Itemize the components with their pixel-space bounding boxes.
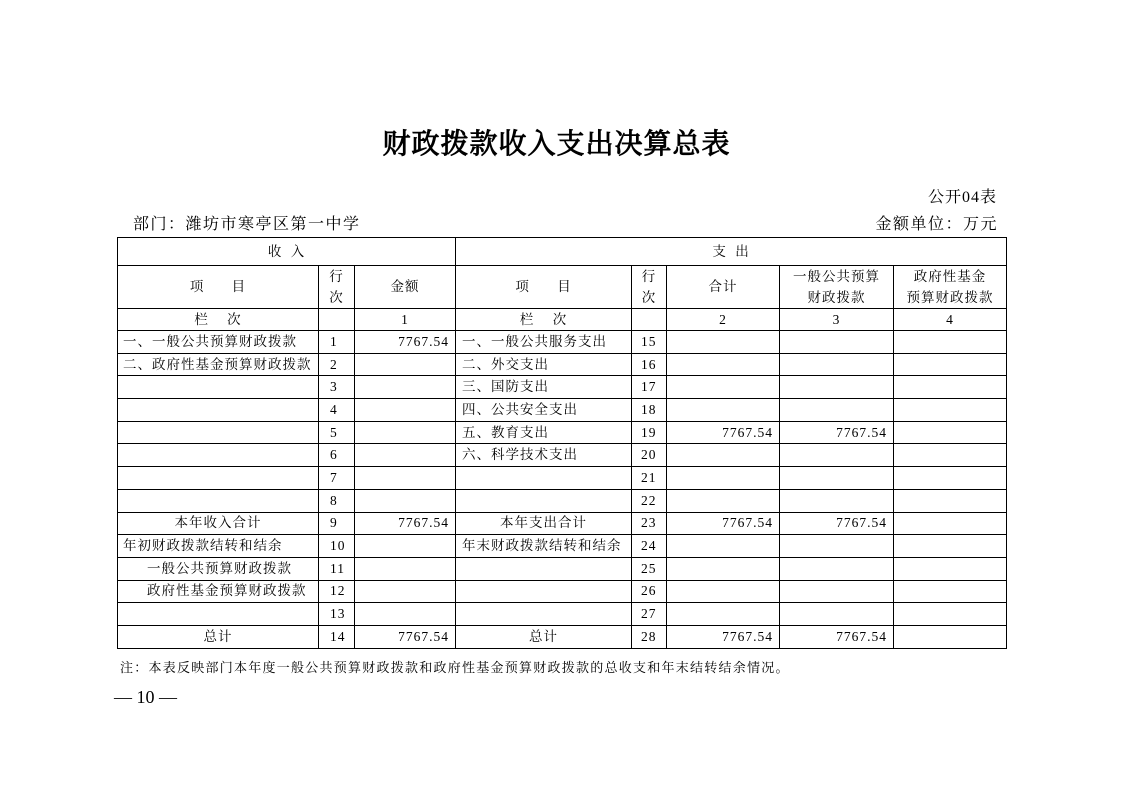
income-amount-cell (355, 353, 456, 376)
table-row (118, 353, 1007, 376)
income-item-cell: 一、一般公共预算财政拨款 (118, 331, 319, 354)
income-item-cell (118, 444, 319, 467)
index-gov-fund: 4 (894, 309, 1007, 331)
table-note: 注：本表反映部门本年度一般公共预算财政拨款和政府性基金预算财政拨款的总收支和年末结转结余情况。 (120, 660, 790, 675)
income-line-cell: 13 (319, 603, 355, 626)
table-header (118, 238, 1007, 331)
table-row (118, 421, 1007, 444)
total-amount-cell: 7767.54 (667, 512, 780, 535)
table-row (118, 399, 1007, 422)
expense-item-cell (456, 489, 632, 512)
income-amount-cell (355, 376, 456, 399)
col-header-income-line: 行 次 (319, 266, 355, 309)
general-budget-amount-cell (780, 444, 894, 467)
expense-line-cell: 15 (632, 331, 667, 354)
expense-item-cell (456, 580, 632, 603)
general-budget-amount-cell (780, 353, 894, 376)
table-header-row (118, 238, 1007, 266)
gov-fund-amount-cell (894, 376, 1007, 399)
total-amount-cell (667, 535, 780, 558)
general-budget-amount-cell (780, 467, 894, 490)
general-budget-amount-cell (780, 557, 894, 580)
table-row (118, 580, 1007, 603)
table-row (118, 376, 1007, 399)
total-amount-cell (667, 376, 780, 399)
expense-line-cell: 19 (632, 421, 667, 444)
income-item-cell (118, 376, 319, 399)
table-row (118, 603, 1007, 626)
total-amount-cell (667, 467, 780, 490)
income-item-cell: 政府性基金预算财政拨款 (118, 580, 319, 603)
expense-item-cell: 三、国防支出 (456, 376, 632, 399)
page-title: 财政拨款收入支出决算总表 (382, 129, 731, 160)
expense-line-cell: 20 (632, 444, 667, 467)
expense-item-cell: 四、公共安全支出 (456, 399, 632, 422)
expense-item-cell: 五、教育支出 (456, 421, 632, 444)
expense-item-cell: 总计 (456, 625, 632, 648)
gov-fund-amount-cell (894, 467, 1007, 490)
income-line-cell: 3 (319, 376, 355, 399)
gov-fund-amount-cell (894, 580, 1007, 603)
income-amount-cell (355, 444, 456, 467)
total-amount-cell (667, 557, 780, 580)
table-row (118, 444, 1007, 467)
income-item-cell (118, 603, 319, 626)
expense-item-cell: 六、科学技术支出 (456, 444, 632, 467)
income-line-cell: 5 (319, 421, 355, 444)
expense-line-cell: 17 (632, 376, 667, 399)
income-amount-cell (355, 535, 456, 558)
expense-item-cell (456, 467, 632, 490)
total-amount-cell (667, 489, 780, 512)
income-line-cell: 4 (319, 399, 355, 422)
gov-fund-amount-cell (894, 557, 1007, 580)
total-amount-cell: 7767.54 (667, 625, 780, 648)
income-amount-cell (355, 489, 456, 512)
income-line-cell: 2 (319, 353, 355, 376)
income-line-cell: 6 (319, 444, 355, 467)
col-header-total: 合计 (667, 266, 780, 309)
income-item-cell: 总计 (118, 625, 319, 648)
income-line-cell: 14 (319, 625, 355, 648)
expense-item-cell (456, 603, 632, 626)
income-item-cell (118, 489, 319, 512)
total-amount-cell (667, 399, 780, 422)
income-amount-cell (355, 399, 456, 422)
total-amount-cell (667, 444, 780, 467)
expense-line-cell: 22 (632, 489, 667, 512)
col-header-income-item: 项 目 (118, 266, 319, 309)
index-expense-line (632, 309, 667, 331)
expense-item-cell (456, 557, 632, 580)
report-table (117, 237, 1007, 649)
expense-line-cell: 25 (632, 557, 667, 580)
table-row (118, 625, 1007, 648)
general-budget-amount-cell (780, 535, 894, 558)
income-line-cell: 11 (319, 557, 355, 580)
general-budget-amount-cell: 7767.54 (780, 512, 894, 535)
income-item-cell: 年初财政拨款结转和结余 (118, 535, 319, 558)
amount-unit-label: 金额单位：万元 (875, 216, 998, 233)
column-index-row (118, 309, 1007, 331)
form-code: 公开04表 (927, 189, 997, 206)
expense-header: 支 出 (456, 238, 1007, 266)
index-general-budget: 3 (780, 309, 894, 331)
income-item-cell: 一般公共预算财政拨款 (118, 557, 319, 580)
gov-fund-amount-cell (894, 625, 1007, 648)
income-item-cell (118, 399, 319, 422)
expense-line-cell: 26 (632, 580, 667, 603)
income-item-cell (118, 421, 319, 444)
total-amount-cell: 7767.54 (667, 421, 780, 444)
index-income-amount: 1 (355, 309, 456, 331)
page-number: — 10 — (114, 687, 177, 707)
income-item-cell (118, 467, 319, 490)
expense-line-cell: 28 (632, 625, 667, 648)
income-line-cell: 12 (319, 580, 355, 603)
general-budget-amount-cell (780, 489, 894, 512)
expense-item-cell: 年末财政拨款结转和结余 (456, 535, 632, 558)
income-amount-cell: 7767.54 (355, 331, 456, 354)
table-row (118, 331, 1007, 354)
income-item-cell: 本年收入合计 (118, 512, 319, 535)
total-amount-cell (667, 353, 780, 376)
income-line-cell: 10 (319, 535, 355, 558)
general-budget-amount-cell (780, 580, 894, 603)
index-income-line (319, 309, 355, 331)
table-row (118, 467, 1007, 490)
income-amount-cell (355, 557, 456, 580)
col-header-expense-item: 项 目 (456, 266, 632, 309)
table-row (118, 557, 1007, 580)
index-expense-item: 栏 次 (456, 309, 632, 331)
expense-item-cell: 一、一般公共服务支出 (456, 331, 632, 354)
expense-line-cell: 16 (632, 353, 667, 376)
income-amount-cell (355, 421, 456, 444)
gov-fund-amount-cell (894, 421, 1007, 444)
col-header-gov-fund: 政府性基金 预算财政拨款 (894, 266, 1007, 309)
expense-line-cell: 23 (632, 512, 667, 535)
general-budget-amount-cell (780, 376, 894, 399)
department-label: 部门：潍坊市寒亭区第一中学 (133, 216, 361, 233)
gov-fund-amount-cell (894, 489, 1007, 512)
expense-item-cell: 二、外交支出 (456, 353, 632, 376)
table-row (118, 535, 1007, 558)
expense-line-cell: 27 (632, 603, 667, 626)
table-column-header-row (118, 266, 1007, 309)
income-amount-cell: 7767.54 (355, 512, 456, 535)
expense-line-cell: 21 (632, 467, 667, 490)
income-item-cell: 二、政府性基金预算财政拨款 (118, 353, 319, 376)
general-budget-amount-cell (780, 399, 894, 422)
gov-fund-amount-cell (894, 399, 1007, 422)
index-income-item: 栏 次 (118, 309, 319, 331)
expense-line-cell: 24 (632, 535, 667, 558)
table-row (118, 489, 1007, 512)
total-amount-cell (667, 603, 780, 626)
total-amount-cell (667, 331, 780, 354)
index-total: 2 (667, 309, 780, 331)
col-header-general-budget: 一般公共预算 财政拨款 (780, 266, 894, 309)
income-line-cell: 7 (319, 467, 355, 490)
gov-fund-amount-cell (894, 535, 1007, 558)
gov-fund-amount-cell (894, 603, 1007, 626)
gov-fund-amount-cell (894, 512, 1007, 535)
income-amount-cell (355, 580, 456, 603)
general-budget-amount-cell (780, 331, 894, 354)
general-budget-amount-cell: 7767.54 (780, 421, 894, 444)
general-budget-amount-cell (780, 603, 894, 626)
col-header-income-amount: 金额 (355, 266, 456, 309)
total-amount-cell (667, 580, 780, 603)
table-row (118, 512, 1007, 535)
gov-fund-amount-cell (894, 444, 1007, 467)
col-header-expense-line: 行 次 (632, 266, 667, 309)
income-line-cell: 8 (319, 489, 355, 512)
income-header: 收 入 (118, 238, 456, 266)
expense-item-cell: 本年支出合计 (456, 512, 632, 535)
income-line-cell: 1 (319, 331, 355, 354)
expense-line-cell: 18 (632, 399, 667, 422)
income-amount-cell: 7767.54 (355, 625, 456, 648)
income-amount-cell (355, 603, 456, 626)
income-line-cell: 9 (319, 512, 355, 535)
gov-fund-amount-cell (894, 331, 1007, 354)
gov-fund-amount-cell (894, 353, 1007, 376)
income-amount-cell (355, 467, 456, 490)
table-body (118, 331, 1007, 649)
general-budget-amount-cell: 7767.54 (780, 625, 894, 648)
